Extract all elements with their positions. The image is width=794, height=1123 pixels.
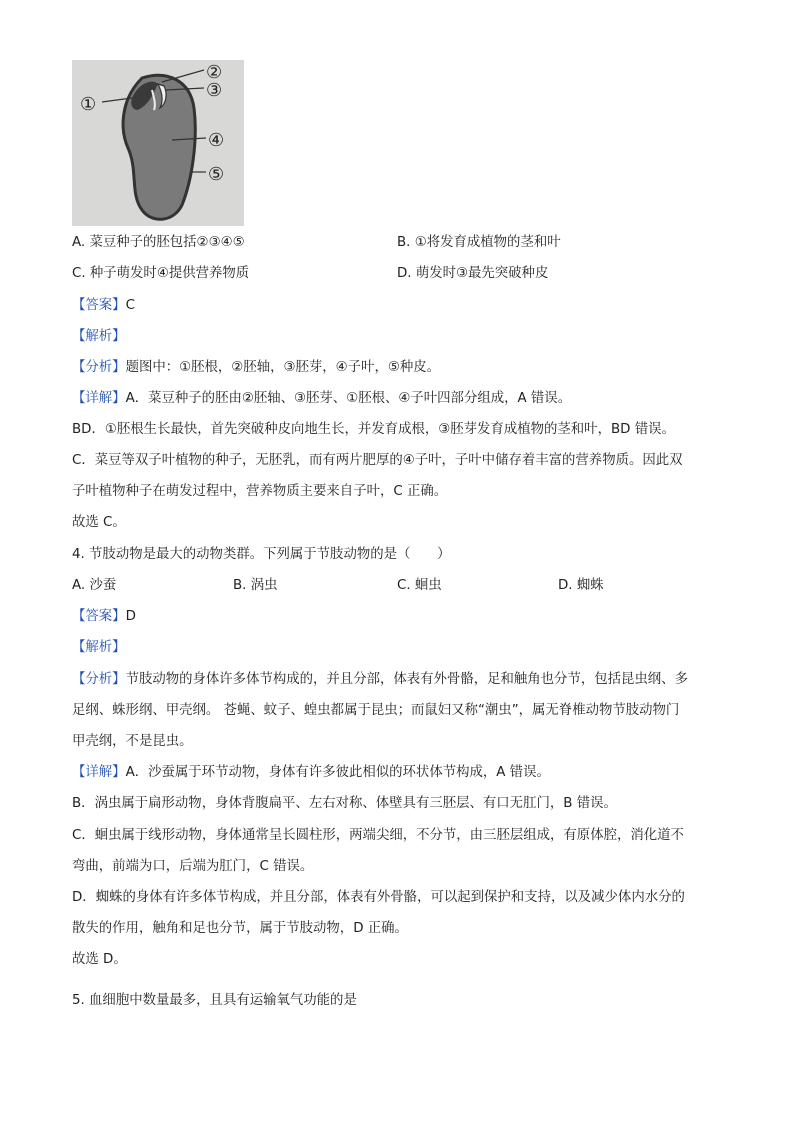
- q4-conclusion: 故选 D。: [72, 952, 127, 967]
- q3-detail-line-3: C．菜豆等双子叶植物的种子，无胚乳，而有两片肥厚的④子叶，子叶中储存着丰富的营养物质。因此双: [72, 453, 683, 468]
- q3-option-d: D. 萌发时③最先突破种皮: [397, 266, 549, 281]
- q3-detail-line-2: BD．①胚根生长最快，首先突破种皮向地生长，并发育成根，③胚芽发育成植物的茎和叶，BD 错误。: [72, 422, 675, 437]
- figure-label-5: ⑤: [208, 164, 225, 185]
- q4-option-b: B. 涡虫: [233, 578, 278, 593]
- q4-question: 4. 节肢动物是最大的动物类群。下列属于节肢动物的是（ ）: [72, 547, 451, 562]
- q4-detail-line-5: D．蜘蛛的身体有许多体节构成，并且分部，体表有外骨骼，可以起到保护和支持，以及减少体内水分的: [72, 890, 685, 905]
- q4-fenxi-line-3: 甲壳纲，不是昆虫。: [72, 734, 193, 749]
- q3-analysis-heading: [72, 327, 126, 347]
- q3-detail-text-1: A．菜豆种子的胚由②胚轴、③胚芽、①胚根、④子叶四部分组成，A 错误。: [125, 391, 572, 406]
- q4-detail-tag: 【详解】: [72, 765, 126, 780]
- q4-option-c: C. 蛔虫: [397, 578, 442, 593]
- q3-answer-value: C: [125, 298, 135, 313]
- q4-answer-tag: 【答案】: [72, 609, 126, 624]
- bean-seed-figure: [72, 60, 244, 226]
- q4-fenxi-line-1: [72, 670, 688, 690]
- q4-fenxi-tag: 【分析】: [72, 672, 126, 687]
- q4-analysis-tag: 【解析】: [72, 640, 126, 655]
- q3-conclusion: 故选 C。: [72, 515, 126, 530]
- q3-fenxi-tag: 【分析】: [72, 360, 126, 375]
- q4-fenxi-line-2: 足纲、蛛形纲、甲壳纲。 苍蝇、蚊子、蝗虫都属于昆虫；而鼠妇又称“潮虫”，属无脊椎动物节肢动物门: [72, 703, 680, 718]
- q4-option-a: A. 沙蚕: [72, 578, 117, 593]
- figure-label-3: ③: [206, 80, 223, 101]
- q3-fenxi-text: 题图中：①胚根，②胚轴，③胚芽，④子叶，⑤种皮。: [125, 360, 441, 375]
- q4-detail-line-2: B．涡虫属于扁形动物，身体背腹扁平、左右对称、体壁具有三胚层、有口无肛门，B 错误。: [72, 796, 617, 811]
- q3-fenxi: [72, 358, 440, 378]
- q3-option-a: A. 菜豆种子的胚包括②③④⑤: [72, 235, 245, 250]
- figure-label-2: ②: [206, 62, 223, 83]
- q4-answer-value: D: [125, 609, 136, 624]
- q4-detail-line-1: [72, 763, 550, 783]
- q3-detail-line-4: 子叶植物种子在萌发过程中，营养物质主要来自子叶，C 正确。: [72, 484, 448, 499]
- q3-option-b: B. ①将发育成植物的茎和叶: [397, 235, 561, 250]
- q3-answer: [72, 296, 135, 316]
- q4-detail-line-6: 散失的作用，触角和足也分节，属于节肢动物，D 正确。: [72, 921, 408, 936]
- figure-label-1: ①: [80, 94, 97, 115]
- q4-option-d: D. 蜘蛛: [558, 578, 604, 593]
- q4-detail-line-4: 弯曲，前端为口，后端为肛门，C 错误。: [72, 859, 314, 874]
- q3-detail-line-1: [72, 389, 571, 409]
- q3-detail-tag: 【详解】: [72, 391, 126, 406]
- q3-analysis-tag: 【解析】: [72, 329, 126, 344]
- q4-fenxi-text-1: 节肢动物的身体许多体节构成的，并且分部，体表有外骨骼，足和触角也分节，包括昆虫纲、多: [125, 672, 688, 687]
- q5-question: 5. 血细胞中数量最多，且具有运输氧气功能的是: [72, 993, 357, 1008]
- q4-detail-line-3: C．蛔虫属于线形动物，身体通常呈长圆柱形，两端尖细，不分节，由三胚层组成，有原体腔，消化道不: [72, 828, 684, 843]
- q4-answer: [72, 607, 136, 627]
- q4-analysis-heading: [72, 638, 126, 658]
- figure-label-4: ④: [208, 130, 225, 151]
- q3-answer-tag: 【答案】: [72, 298, 126, 313]
- bean-seed-diagram: [72, 60, 244, 226]
- q3-option-c: C. 种子萌发时④提供营养物质: [72, 266, 250, 281]
- q4-detail-text-1: A．沙蚕属于环节动物，身体有许多彼此相似的环状体节构成，A 错误。: [125, 765, 550, 780]
